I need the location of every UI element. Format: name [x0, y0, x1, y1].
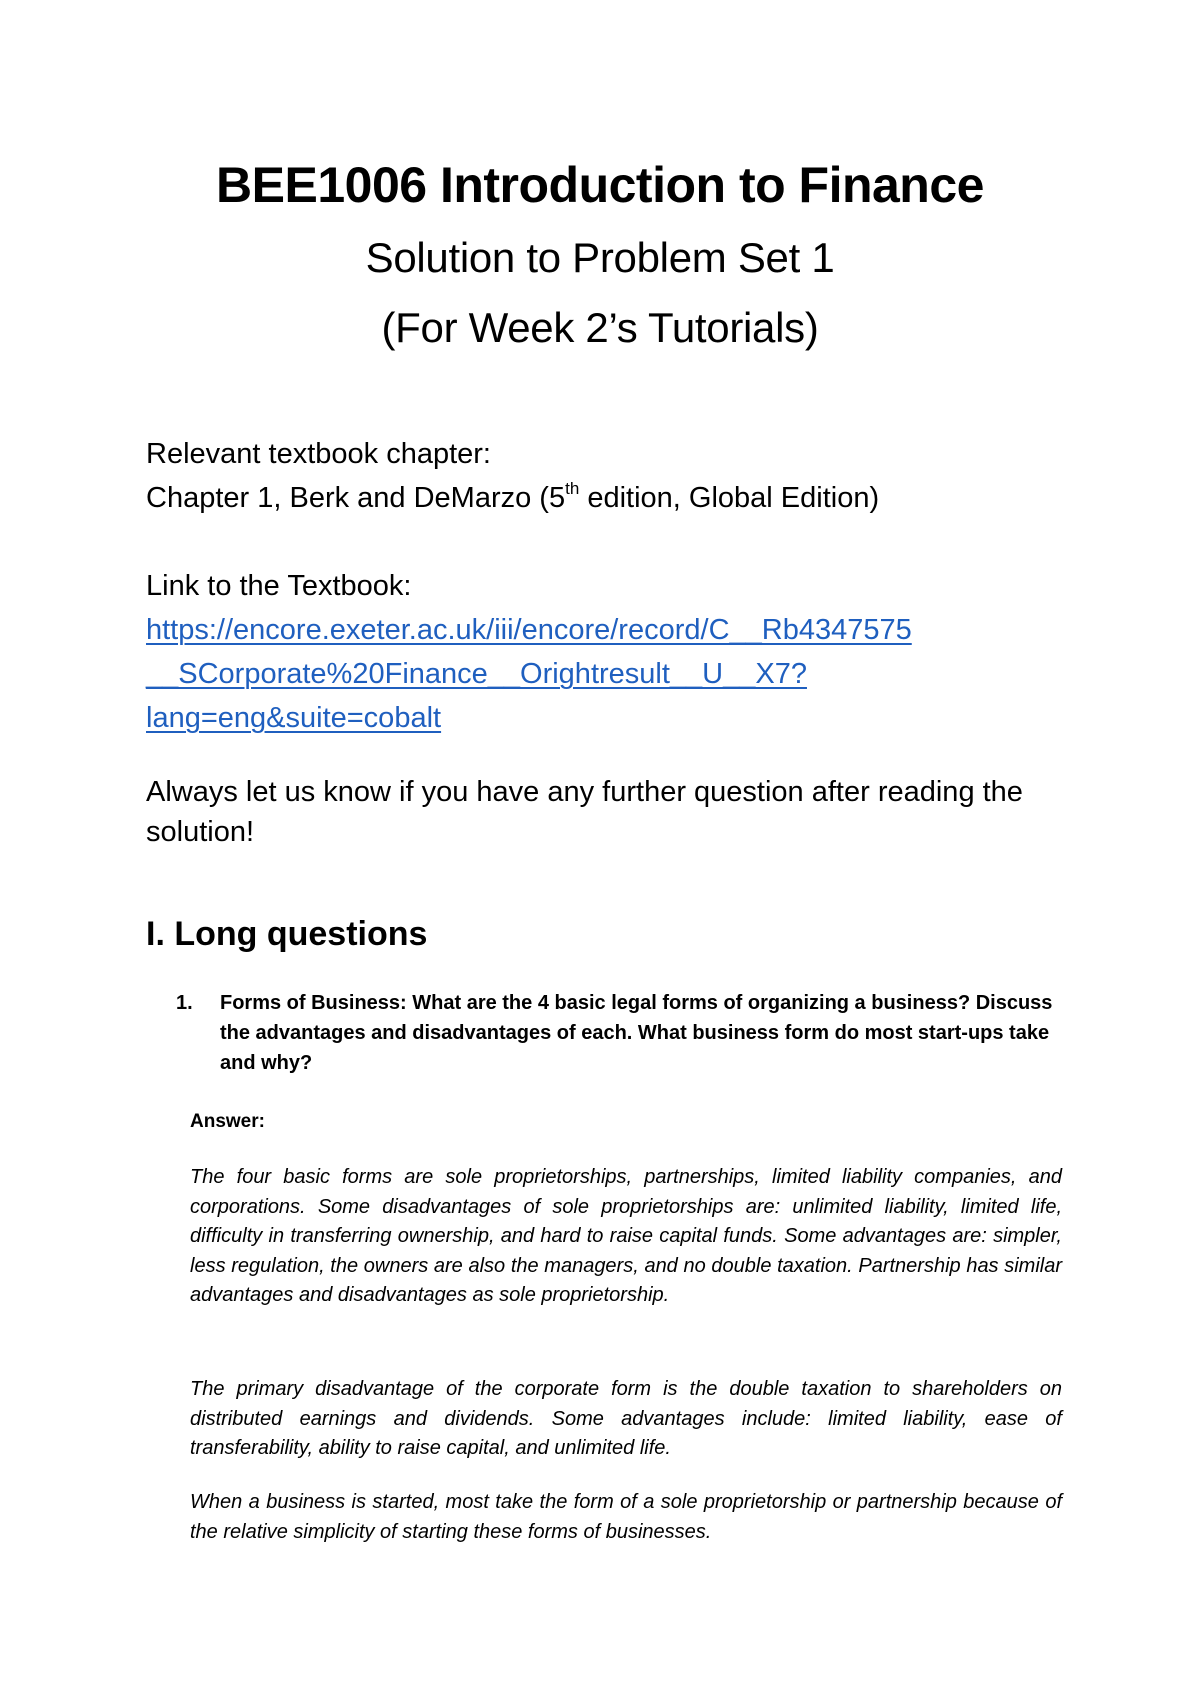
section-heading: I. Long questions — [146, 915, 428, 953]
answer-label: Answer: — [190, 1111, 265, 1132]
textbook-url-line-1[interactable]: https://encore.exeter.ac.uk/iii/encore/record/C__Rb4347575 — [146, 614, 912, 646]
chapter-reference — [146, 478, 879, 518]
chapter-text-before: Chapter 1, Berk and DeMarzo (5 — [146, 482, 566, 514]
chapter-superscript: th — [565, 479, 580, 499]
answer-paragraph: When a business is started, most take the form of a sole proprietorship or partnership because of the relative simplicity of starting these forms of businesses. — [190, 1491, 1062, 1543]
chapter-text-after: edition, Global Edition) — [579, 482, 880, 514]
question-1 — [176, 988, 1056, 1078]
textbook-url[interactable] — [146, 610, 912, 650]
question-number: 1. — [176, 992, 193, 1014]
question-text: Forms of Business: What are the 4 basic legal forms of organizing a business? Discuss the advantages and disadvantages of each. What business form do most start-ups take and why? — [220, 992, 1053, 1074]
textbook-url-line-3[interactable]: lang=eng&suite=cobalt — [146, 702, 442, 734]
note-line-2: solution! — [146, 816, 255, 848]
note-line-1: Always let us know if you have any further question after reading the — [146, 776, 1023, 808]
tutorial-week: (For Week 2’s Tutorials) — [381, 304, 819, 351]
textbook-link-label: Link to the Textbook: — [146, 570, 412, 602]
answer-paragraph: The primary disadvantage of the corporate form is the double taxation to shareholders on distributed earnings and dividends. Some advantages include: limited liability, ease of transferability, ability to raise capital, and unlimited life. — [190, 1378, 1062, 1459]
textbook-url-continued[interactable] — [146, 654, 807, 694]
textbook-url-line-2[interactable]: __SCorporate%20Finance__Orightresult__U__X7? — [146, 658, 807, 690]
document-title: BEE1006 Introduction to Finance — [216, 157, 984, 213]
chapter-label: Relevant textbook chapter: — [146, 438, 491, 470]
textbook-url-end[interactable] — [146, 698, 441, 738]
answer-paragraph: The four basic forms are sole proprietorships, partnerships, limited liability companies, and corporations. Some disadvantages of sole proprietorships are: unlimited liability, limited life, difficulty in transferring ownership, and hard to raise capital funds. Some advantages are: simpler, less regulation, the owners are also the managers, and no double taxation. Partnership has similar advantages and disadvantages as sole proprietorship. — [190, 1166, 1062, 1306]
document-subtitle: Solution to Problem Set 1 — [365, 234, 835, 281]
